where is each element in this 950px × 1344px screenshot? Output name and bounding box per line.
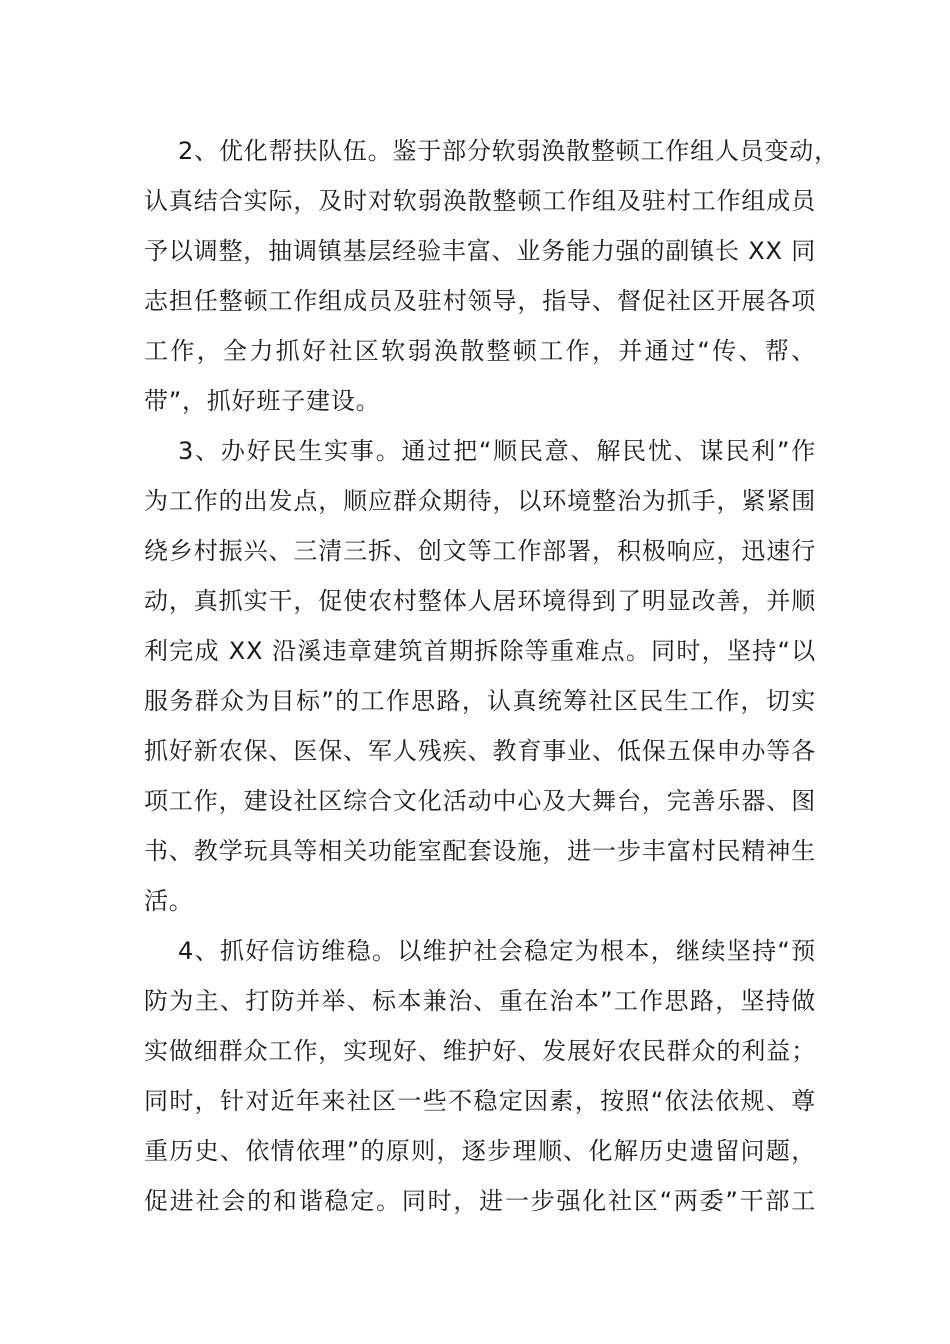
paragraph-2-line-4: 志担任整顿工作组成员及驻村领导，指导、督促社区开展各项 xyxy=(144,287,816,315)
paragraph-3-line-10: 活。 xyxy=(144,887,194,915)
paragraph-4-line-2: 防为主、打防并举、标本兼治、重在治本”工作思路，坚持做 xyxy=(144,987,816,1015)
paragraph-3-line-8: 项工作，建设社区综合文化活动中心及大舞台，完善乐器、图 xyxy=(144,787,816,815)
paragraph-3-line-5: 利完成 XX 沿溪违章建筑首期拆除等重难点。同时，坚持“以 xyxy=(144,637,816,665)
paragraph-4-line-1: 4、抓好信访维稳。以维护社会稳定为根本，继续坚持“预 xyxy=(178,937,816,965)
paragraph-4-line-6: 促进社会的和谐稳定。同时，进一步强化社区“两委”干部工 xyxy=(144,1187,816,1215)
paragraph-4-line-4: 同时，针对近年来社区一些不稳定因素，按照“依法依规、尊 xyxy=(144,1087,816,1115)
paragraph-2-line-1: 2、优化帮扶队伍。鉴于部分软弱涣散整顿工作组人员变动， xyxy=(178,137,839,165)
paragraph-2-line-6: 带”，抓好班子建设。 xyxy=(144,387,381,415)
paragraph-3-line-3: 绕乡村振兴、三清三拆、创文等工作部署，积极响应，迅速行 xyxy=(144,537,816,565)
paragraph-3-line-7: 抓好新农保、医保、军人残疾、教育事业、低保五保申办等各 xyxy=(144,737,816,765)
paragraph-4-line-3: 实做细群众工作，实现好、维护好、发展好农民群众的利益； xyxy=(144,1037,816,1065)
paragraph-3-line-1: 3、办好民生实事。通过把“顺民意、解民忧、谋民利”作 xyxy=(178,437,816,465)
paragraph-4-line-5: 重历史、依情依理”的原则，逐步理顺、化解历史遗留问题， xyxy=(144,1137,816,1165)
paragraph-3-line-6: 服务群众为目标”的工作思路，认真统筹社区民生工作，切实 xyxy=(144,687,816,715)
paragraph-3-line-2: 为工作的出发点，顺应群众期待，以环境整治为抓手，紧紧围 xyxy=(144,487,816,515)
document-body xyxy=(144,126,839,1226)
paragraph-3-line-4: 动，真抓实干，促使农村整体人居环境得到了明显改善，并顺 xyxy=(144,587,816,615)
paragraph-2-line-5: 工作，全力抓好社区软弱涣散整顿工作，并通过“传、帮、 xyxy=(144,337,816,365)
paragraph-2-line-3: 予以调整，抽调镇基层经验丰富、业务能力强的副镇长 XX 同 xyxy=(144,237,816,265)
paragraph-2-line-2: 认真结合实际，及时对软弱涣散整顿工作组及驻村工作组成员 xyxy=(144,187,816,215)
paragraph-3-line-9: 书、教学玩具等相关功能室配套设施，进一步丰富村民精神生 xyxy=(144,837,816,865)
